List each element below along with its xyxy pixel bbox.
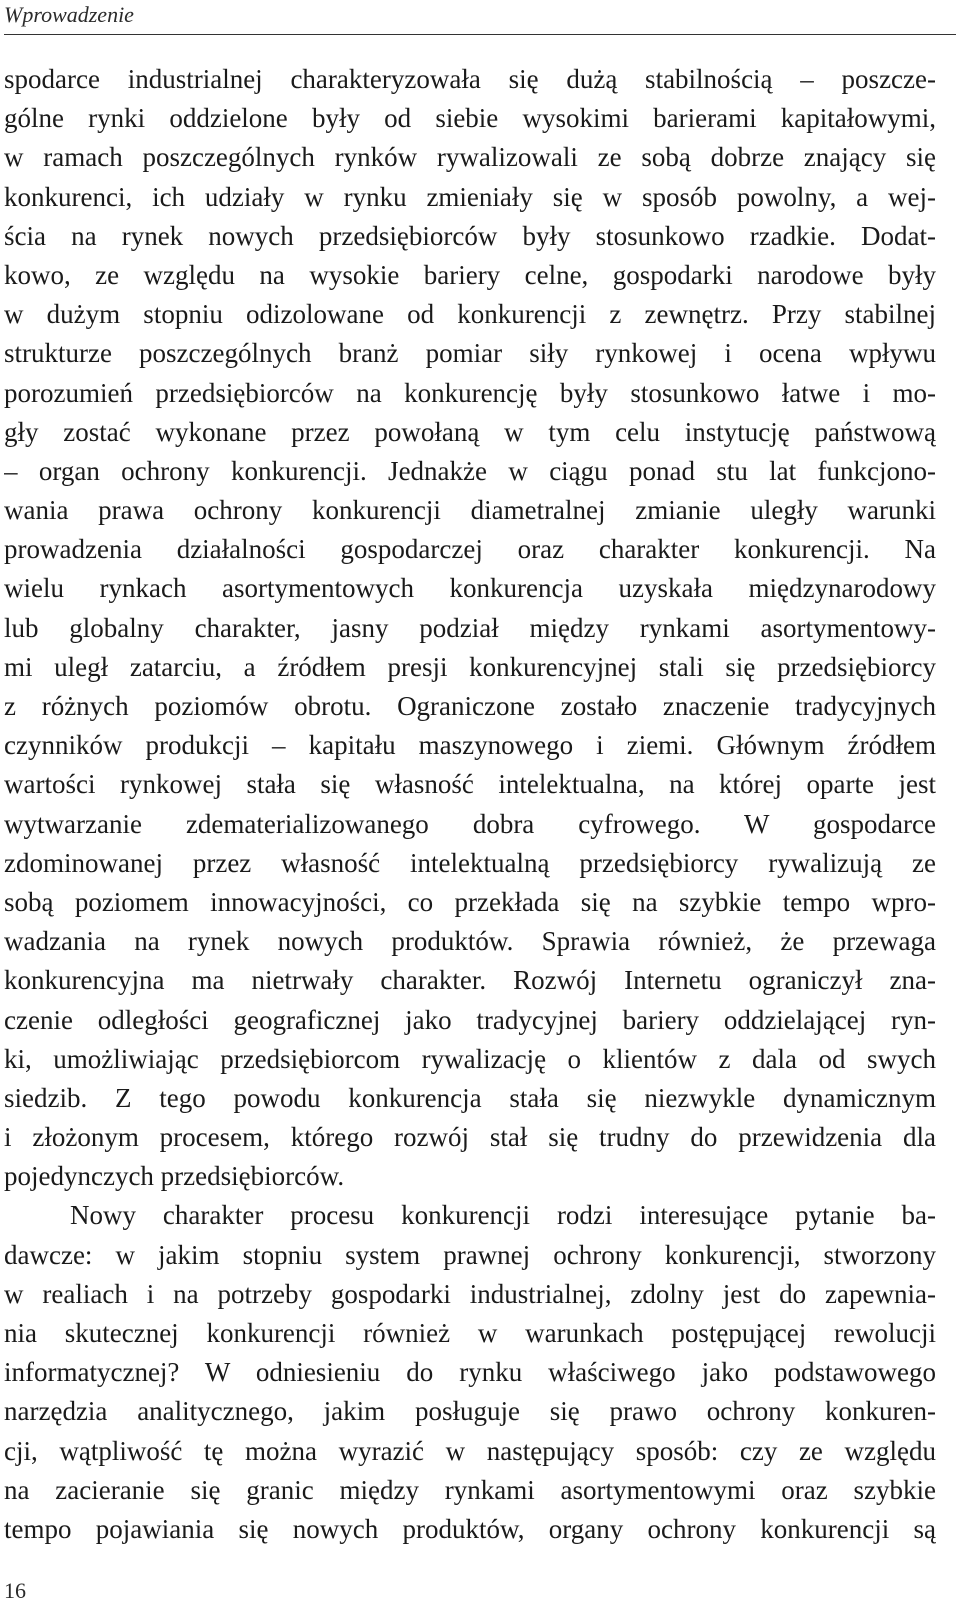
text-line: strukturze poszczególnych branż pomiar siły rynkowej i ocena wpływu [4,338,936,369]
text-line: i złożonym procesem, którego rozwój stał się trudny do przewidzenia dla [4,1122,936,1153]
text-line: porozumień przedsiębiorców na konkurencję były stosunkowo łatwe i mo- [4,377,936,408]
text-line: sobą poziomem innowacyjności, co przekłada się na szybkie tempo wpro- [4,886,936,917]
text-line: wartości rynkowej stała się własność intelektualna, na której oparte jest [4,769,936,800]
text-line: – organ ochrony konkurencji. Jednakże w ciągu ponad stu lat funkcjono- [4,455,936,486]
text-line: konkurencyjna ma nietrwały charakter. Rozwój Internetu ograniczył zna- [4,965,936,996]
page-number: 16 [4,1578,26,1603]
text-line: kowo, ze względu na wysokie bariery celne, gospodarki narodowe były [4,259,936,290]
body-text [4,60,936,1549]
text-line: wielu rynkach asortymentowych konkurencja uzyskała międzynarodowy [4,573,936,604]
text-line: czenie odległości geograficznej jako tradycyjnej bariery oddzielającej ryn- [4,1004,936,1035]
text-line: lub globalny charakter, jasny podział między rynkami asortymentowy- [4,612,936,643]
text-line: zdominowanej przez własność intelektualną przedsiębiorcy rywalizują ze [4,847,936,878]
text-line: w dużym stopniu odizolowane od konkurencji z zewnętrz. Przy stabilnej [4,299,936,330]
text-line: Nowy charakter procesu konkurencji rodzi interesujące pytanie ba- [70,1200,936,1231]
text-line: tempo pojawiania się nowych produktów, organy ochrony konkurencji są [4,1513,936,1544]
text-line: ścia na rynek nowych przedsiębiorców były stosunkowo rzadkie. Dodat- [4,220,936,251]
text-line: dawcze: w jakim stopniu system prawnej ochrony konkurencji, stworzony [4,1239,936,1270]
text-line: konkurenci, ich udziały w rynku zmieniały się w sposób powolny, a wej- [4,181,936,212]
text-line: wadzania na rynek nowych produktów. Sprawia również, że przewaga [4,926,936,957]
text-line: w ramach poszczególnych rynków rywalizowali ze sobą dobrze znający się [4,142,936,173]
text-line: cji, wątpliwość tę można wyrazić w następujący sposób: czy ze względu [4,1435,936,1466]
running-header [4,0,956,35]
text-line: z różnych poziomów obrotu. Ograniczone zostało znaczenie tradycyjnych [4,691,936,721]
text-line: na zacieranie się granic między rynkami asortymentowymi oraz szybkie [4,1474,936,1505]
text-line: nia skutecznej konkurencji również w warunkach postępującej rewolucji [4,1318,936,1348]
text-line: gły zostać wykonane przez powołaną w tym celu instytucję państwową [4,416,936,447]
text-line: pojedynczych przedsiębiorców. [4,1161,345,1192]
text-line: narzędzia analitycznego, jakim posługuje się prawo ochrony konkuren- [4,1396,936,1427]
text-line: spodarce industrialnej charakteryzowała się dużą stabilnością – poszcze- [4,64,936,94]
text-line: prowadzenia działalności gospodarczej oraz charakter konkurencji. Na [4,534,936,565]
text-line: gólne rynki oddzielone były od siebie wysokimi barierami kapitałowymi, [4,103,936,134]
text-line: czynników produkcji – kapitału maszynowego i ziemi. Głównym źródłem [4,730,936,761]
text-line: siedzib. Z tego powodu konkurencja stała się niezwykle dynamicznym [4,1082,936,1113]
running-header-title: Wprowadzenie [4,2,134,27]
text-line: mi uległ zatarciu, a źródłem presji konkurencyjnej stali się przedsiębiorcy [4,651,936,682]
text-line: wania prawa ochrony konkurencji diametralnej zmianie uległy warunki [4,495,936,526]
text-line: informatycznej? W odniesieniu do rynku właściwego jako podstawowego [4,1357,936,1388]
text-line: ki, umożliwiając przedsiębiorcom rywalizację o klientów z dala od swych [4,1043,936,1074]
text-line: w realiach i na potrzeby gospodarki industrialnej, zdolny jest do zapewnia- [4,1278,936,1309]
text-line: wytwarzanie zdematerializowanego dobra cyfrowego. W gospodarce [4,808,936,839]
